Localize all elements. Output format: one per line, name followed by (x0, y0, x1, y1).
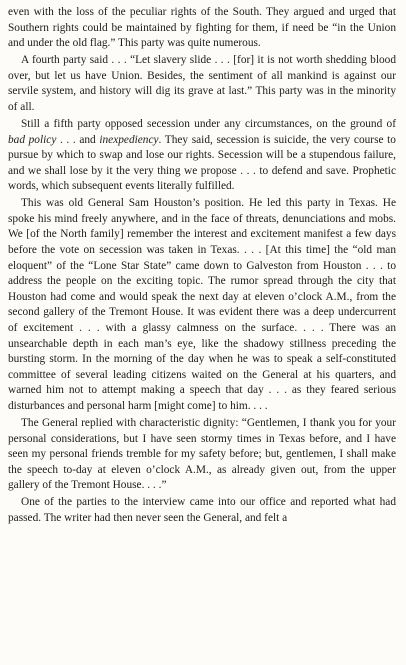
paragraph-3-text-after: . They said, secession is suicide, the very course to pursue by which to swap and lose our rights. Secession will be a stupendous failure, and we shall lose by it the very thing we propose . . . to defend and save. Prophetic words, which subsequent events literally fulfilled. (8, 133, 396, 193)
paragraph-3-text-middle: . . . and (56, 133, 100, 146)
paragraph-1-text: even with the loss of the peculiar rights of the South. They argued and urged that Southern rights could be maintained by fighting for them, if need be “in the Union and under the old flag.” This party was quite numerous. (8, 6, 396, 50)
paragraph-4-text: This was old General Sam Houston’s position. He led this party in Texas. He spoke his mind freely anywhere, and in the face of threats, denunciations and mobs. We [of the North family] remember the interest and excitement manifest a few days before the vote on secession was taken in Texas. . . . [At this time] the “old man eloquent” of the “Lone Star State” came down to Galveston from Houston . . . to address the people on the exciting topic. The rumor spread through the city that Houston had come and would speak the next day at eleven o’clock A.M., from the second gallery of the Tremont House. It was evident there was a deep undercurrent of excitement . . . with a glassy calmness on the surface. . . . There was an unsearchable depth in each man’s eye, like the shadowy stillness preceding the bursting storm. In the morning of the day when he was to speak a self-constituted committee of several leading citizens waited on the General at his quarters, and warned him not to attempt making a speech that day . . . as they feared serious disturbances and personal harm [might come] to him. . . . (8, 197, 396, 413)
paragraph-5-text: The General replied with characteristic dignity: “Gentlemen, I thank you for your personal considerations, but I have seen stormy times in Texas before, and I have seen my personal friends tremble for my safety before; but, gentlemen, I shall make the speech to-day at eleven o’clock A.M., as already given out, from the upper gallery of the Tremont House. . . .” (8, 417, 396, 492)
paragraph-5 (8, 416, 396, 494)
paragraph-6-text: One of the parties to the interview came into our office and reported what had passed. The writer had then never seen the General, and felt a (8, 496, 396, 524)
paragraph-3 (8, 117, 396, 195)
paragraph-3-emphasis-bad-policy: bad policy (8, 133, 57, 146)
paragraph-3-emphasis-inexpediency: inexpediency (99, 133, 159, 146)
paragraph-2-text: A fourth party said . . . “Let slavery slide . . . [for] it is not worth shedding blood over, but let us have Union. Besides, the sentiment of all mankind is against our servile system, and history will dig its grave at last.” This party was in the minority of all. (8, 54, 396, 113)
paragraph-4 (8, 196, 396, 414)
paragraph-1 (8, 5, 396, 52)
paragraph-6 (8, 495, 396, 526)
paragraph-3-text-before: Still a fifth party opposed secession under any circumstances, on the ground of (21, 117, 396, 130)
paragraph-2 (8, 53, 396, 115)
